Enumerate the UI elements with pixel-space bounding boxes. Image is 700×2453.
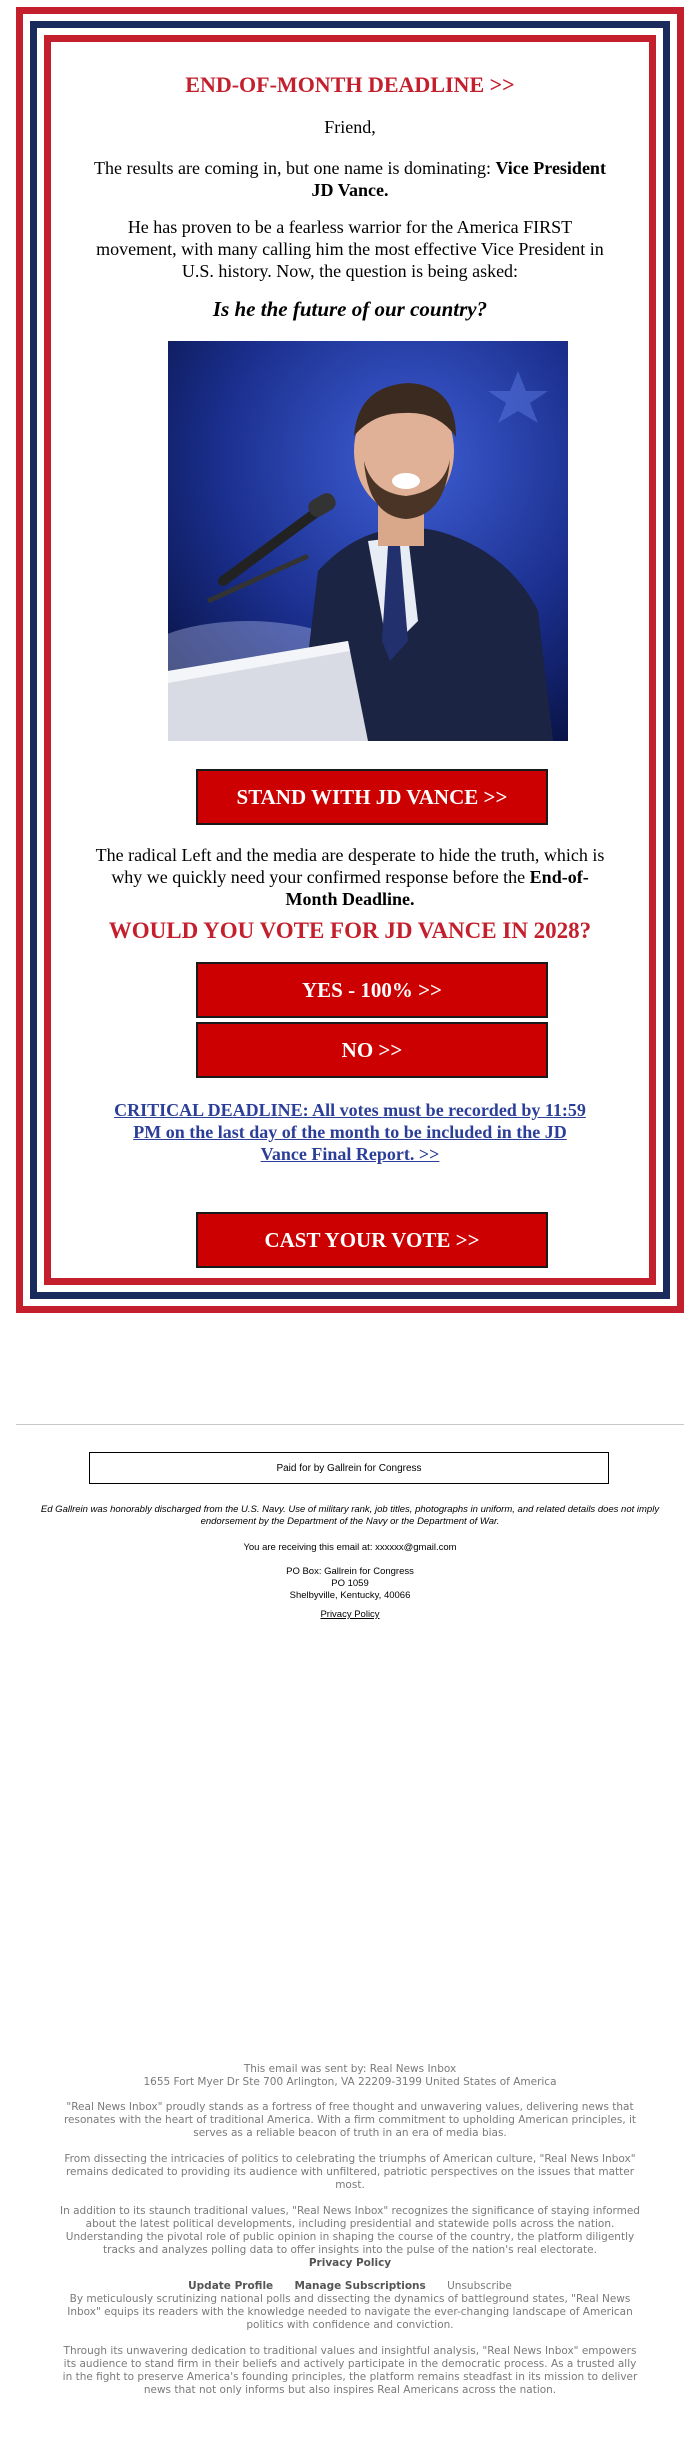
footer-links [60,2280,640,2293]
section-divider [16,1424,684,1425]
stand-with-vance-button[interactable]: STAND WITH JD VANCE >> [196,769,548,825]
deadline-headline: END-OF-MONTH DEADLINE >> [185,72,515,97]
warrior-paragraph: He has proven to be a fearless warrior for the America FIRST movement, with many calling him the most effective Vice President in U.S. history. Now, the question is being asked: [96,217,604,281]
no-vote-button[interactable]: NO >> [196,1022,548,1078]
future-question: Is he the future of our country? [212,297,488,321]
receiving-address-note: You are receiving this email at: xxxxxx@gmail.com [243,1542,457,1553]
military-disclaimer: Ed Gallrein was honorably discharged from the U.S. Navy. Use of military rank, job titles, photographs in uniform, and related details does not imply endorsement by the Department of the Navy or the Department of War. [40,1504,660,1527]
paid-for-box: Paid for by Gallrein for Congress [89,1452,609,1484]
vote-question: WOULD YOU VOTE FOR JD VANCE IN 2028? [108,918,592,943]
greeting: Friend, [324,117,376,137]
footer-paragraph: From dissecting the intricacies of politics to celebrating the triumphs of American culture, "Real News Inbox" remains dedicated to providing its audience with unfiltered, patriotic perspectives on the issues that matter most. [64,2153,636,2191]
yes-vote-button[interactable]: YES - 100% >> [196,962,548,1018]
email-card-border [16,7,684,1313]
footer-privacy-link[interactable]: Privacy Policy [308,2257,392,2269]
update-profile-link[interactable]: Update Profile [188,2280,274,2292]
critical-deadline-link[interactable]: CRITICAL DEADLINE: All votes must be recorded by 11:59 PM on the last day of the month to be included in the JD Vance Final Report. >> [114,1100,586,1164]
privacy-policy-link[interactable]: Privacy Policy [320,1609,380,1620]
unsubscribe-link[interactable]: Unsubscribe [447,2280,512,2292]
jd-vance-photo [168,341,568,741]
mailing-address: PO Box: Gallrein for Congress PO 1059 Shelbyville, Kentucky, 40066 [286,1566,414,1601]
intro-paragraph: The results are coming in, but one name is dominating: Vice President JD Vance. [94,158,606,200]
footer-paragraph: In addition to its staunch traditional values, "Real News Inbox" recognizes the significance of staying informed about the latest political developments, including presidential and statewide polls across the nation. Understanding the pivotal role of public opinion in shaping the course of the country, the platform diligently tracks and analyzes polling data to offer insights into the pulse of the nation's real electorate. [60,2205,640,2256]
footer-paragraph: "Real News Inbox" proudly stands as a fortress of free thought and unwavering values, delivering news that resonates with the heart of traditional America. With a firm commitment to upholding American principles, it serves as a reliable beacon of truth in an era of media bias. [63,2101,637,2139]
speaker-at-podium-image [168,341,568,741]
urgency-paragraph: The radical Left and the media are desperate to hide the truth, which is why we quickly need your confirmed response before the End-of-Month Deadline. [95,845,605,909]
sent-by: This email was sent by: Real News Inbox [243,2063,457,2075]
footer-paragraph: Through its unwavering dedication to traditional values and insightful analysis, "Real News Inbox" empowers its audience to stand firm in their beliefs and actively participate in the democratic process. As a trusted ally in the fight to preserve America's founding principles, the platform remains steadfast in its mission to deliver news that not only informs but also inspires Real Americans across the nation. [62,2345,638,2396]
manage-subscriptions-link[interactable]: Manage Subscriptions [294,2280,426,2292]
footer-paragraph: By meticulously scrutinizing national polls and dissecting the dynamics of battleground states, "Real News Inbox" equips its readers with the knowledge needed to navigate the ever-changing landscape of American politics with confidence and conviction. [67,2293,633,2331]
cast-vote-button[interactable]: CAST YOUR VOTE >> [196,1212,548,1268]
sender-address: 1655 Fort Myer Dr Ste 700 Arlington, VA 22209-3199 United States of America [143,2076,557,2088]
email-body [51,42,649,1278]
